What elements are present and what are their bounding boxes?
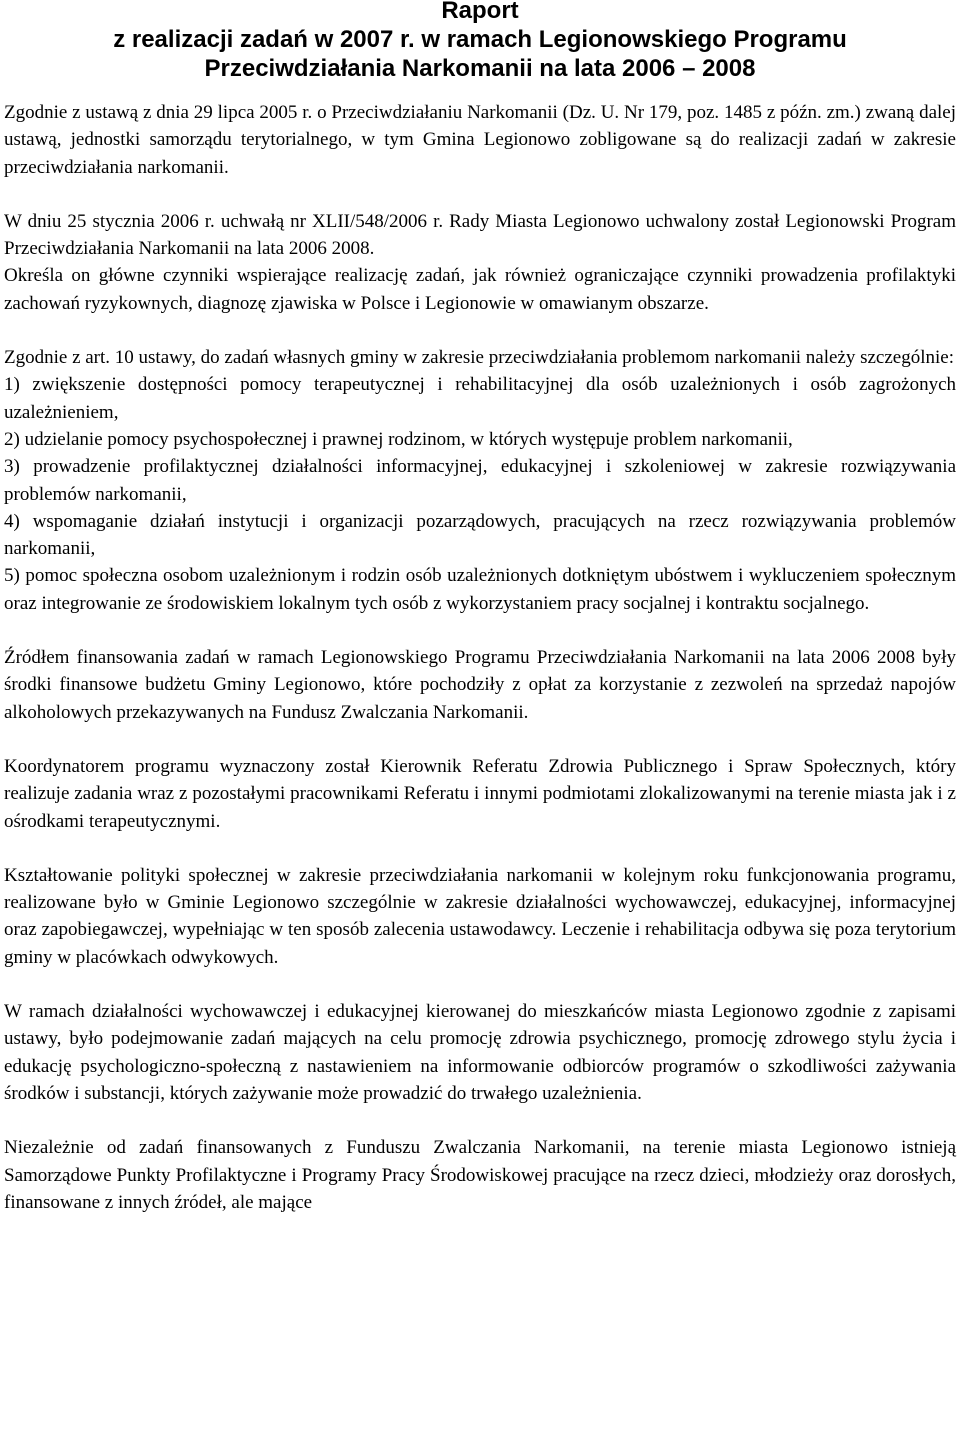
paragraph-prevention-points: Niezależnie od zadań finansowanych z Funduszu Zwalczania Narkomanii, na terenie miasta Legionowo istnieją Samorządowe Punkty Profilaktyczne i Programy Pracy Środowiskowej pracujące na rzecz dzieci, młodzieży oraz dorosłych, finansowane z innych źródeł, ale mające [4,1137,956,1213]
paragraph-social-policy: Kształtowanie polityki społecznej w zakresie przeciwdziałania narkomanii w kolejnym roku funkcjonowania programu, realizowane było w Gminie Legionowo szczególnie w zakresie działalności wychowawczej, edukacyjnej, informacyjnej oraz zapobiegawczej, wypełniając w ten sposób zalecenia ustawodawcy. Leczenie i rehabilitacja odbywa się poza terytorium gminy w placówkach odwykowych. [4,864,956,968]
title-line-1: Raport [441,0,519,24]
document-page [4,0,956,1216]
list-item: 5) pomoc społeczna osobom uzależnionym i rodzin osób uzależnionych dotkniętym ubóstwem i wykluczeniem społecznym oraz integrowanie ze środowiskiem lokalnym tych osób z wykorzystaniem pracy socjalnej i kontraktu socjalnego. [4,565,956,614]
tasks-list [4,344,956,617]
list-item: 3) prowadzenie profilaktycznej działalności informacyjnej, edukacyjnej i szkoleniowej w zakresie rozwiązywania problemów narkomanii, [4,456,956,505]
report-title [4,0,956,83]
paragraph-program-scope: Określa on główne czynniki wspierające realizację zadań, jak również ograniczające czynniki prowadzenia profilaktyki zachowań ryzykownych, diagnozę zjawiska w Polsce i Legionowie w omawianym obszarze. [4,265,956,314]
list-item: 4) wspomaganie działań instytucji i organizacji pozarządowych, pracujących na rzecz rozwiązywania problemów narkomanii, [4,510,956,560]
paragraph-resolution: W dniu 25 stycznia 2006 r. uchwałą nr XLII/548/2006 r. Rady Miasta Legionowo uchwalony został Legionowski Program Przeciwdziałania Narkomanii na lata 2006 2008. [4,210,956,260]
list-item: 1) zwiększenie dostępności pomocy terapeutycznej i rehabilitacyjnej dla osób uzależnionych i osób zagrożonych uzależnieniem, [4,374,956,423]
paragraph-coordinator: Koordynatorem programu wyznaczony został Kierownik Referatu Zdrowia Publicznego i Spraw Społecznych, który realizuje zadania wraz z pozostałymi pracownikami Referatu i innymi podmiotami zlokalizowanymi na terenie miasta jak i z ośrodkami terapeutycznymi. [4,755,956,832]
paragraph-education: W ramach działalności wychowawczej i edukacyjnej kierowanej do mieszkańców miasta Legionowo zgodnie z zapisami ustawy, było podejmowanie zadań mających na celu promocję zdrowia psychicznego, promocję zdrowego stylu życia i edukację psychologiczno-społeczną z nastawieniem na informowanie odbiorców programów o szkodliwości zażywania środków i substancji, których zażywanie może prowadzić do trwałego uzależnienia. [4,1001,956,1104]
title-line-3: Przeciwdziałania Narkomanii na lata 2006 – 2008 [204,55,756,82]
tasks-list-intro: Zgodnie z art. 10 ustawy, do zadań własnych gminy w zakresie przeciwdziałania problemom narkomanii należy szczególnie: [4,347,954,369]
paragraph-financing: Źródłem finansowania zadań w ramach Legionowskiego Programu Przeciwdziałania Narkomanii na lata 2006 2008 były środki finansowe budżetu Gminy Legionowo, które pochodziły z opłat za korzystanie z zezwoleń na sprzedaż napojów alkoholowych przekazywanych na Fundusz Zwalczania Narkomanii. [4,647,956,723]
title-line-2: z realizacji zadań w 2007 r. w ramach Legionowskiego Programu [113,26,847,53]
list-item: 2) udzielanie pomocy psychospołecznej i prawnej rodzinom, w których występuje problem narkomanii, [4,428,793,450]
paragraph-legal-basis: Zgodnie z ustawą z dnia 29 lipca 2005 r. o Przeciwdziałaniu Narkomanii (Dz. U. Nr 179, poz. 1485 z późn. zm.) zwaną dalej ustawą, jednostki samorządu terytorialnego, w tym Gmina Legionowo zobligowane są do realizacji zadań w zakresie przeciwdziałania narkomanii. [4,102,956,178]
